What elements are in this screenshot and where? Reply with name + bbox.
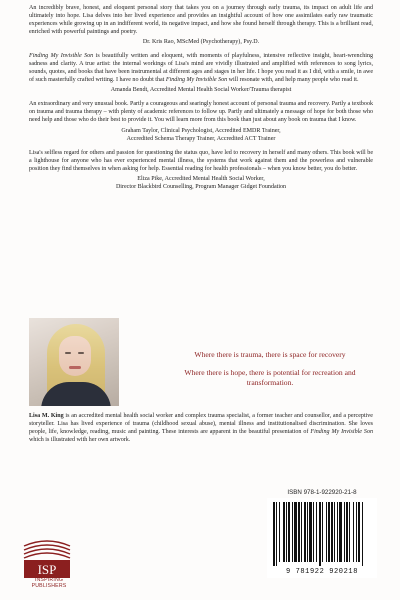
attribution-line: Accredited Schema Therapy Trainer, Accredited ACT Trainer bbox=[126, 135, 276, 142]
bio-text: is an accredited mental health social worker and complex trauma specialist, a former teacher and counsellor, and a perceptive storyteller. Lisa has lived experience of trauma (childhood sexual abuse), mental illness and institutionalised discrimination. She loves people, life, knowledge, reading, music and painting. These interests are apparent in the beautiful presentation of bbox=[29, 413, 373, 436]
review-text-part: will resonate with, and help many people who read it. bbox=[227, 77, 359, 84]
barcode-bar bbox=[309, 502, 312, 562]
quote-line-2: Where there is hope, there is potential for recreation and transformation. bbox=[184, 368, 356, 387]
bio-text: which is illustrated with her own artwork. bbox=[29, 437, 131, 444]
barcode-bar bbox=[349, 502, 350, 562]
review-attribution bbox=[29, 38, 373, 46]
review-text: Lisa's selfless regard for others and passion for questioning the status quo, have led to recovery in herself and many others. This book will be a lighthouse for anyone who has ever experienced mental illness, the systems that work against them and the powerless and vulnerable position they find themselves in when asking for help. Essential reading for health professionals – when you know better, you do better. bbox=[29, 149, 373, 172]
publisher-name: INSPIRING PUBLISHERS bbox=[31, 577, 67, 589]
barcode-bar bbox=[273, 502, 275, 566]
barcode-bar bbox=[353, 502, 354, 562]
barcode-bar bbox=[331, 502, 333, 562]
barcode-bar bbox=[346, 502, 348, 562]
barcode-bar bbox=[279, 502, 280, 562]
barcode-bar bbox=[339, 502, 342, 562]
review-attribution bbox=[29, 127, 373, 143]
barcode-bar bbox=[298, 502, 300, 562]
book-title: Finding My Invisible Son bbox=[29, 53, 94, 60]
barcode-bar bbox=[283, 502, 285, 562]
review-3 bbox=[29, 100, 373, 142]
barcode-bar bbox=[286, 502, 287, 562]
review-attribution bbox=[29, 86, 373, 94]
review-attribution bbox=[29, 175, 373, 191]
barcode-bar bbox=[276, 502, 277, 566]
barcode-bars bbox=[267, 498, 377, 568]
author-portrait-icon bbox=[29, 318, 119, 406]
portrait-eye bbox=[65, 352, 71, 354]
barcode-bar bbox=[288, 502, 290, 562]
author-bio bbox=[29, 412, 373, 444]
barcode-bar bbox=[334, 502, 335, 562]
logo-letters: ISP bbox=[37, 562, 57, 577]
portrait-mouth bbox=[69, 366, 81, 369]
review-text bbox=[29, 52, 373, 84]
book-title: Finding My Invisible Son bbox=[310, 429, 373, 436]
barcode-bar bbox=[328, 502, 330, 562]
attribution-line: Amanda Bendt, Accredited Mental Health Social Worker/Trauma therapist bbox=[110, 87, 292, 94]
portrait-face bbox=[59, 336, 91, 376]
barcode-bar bbox=[301, 502, 302, 562]
barcode-bar bbox=[313, 502, 314, 562]
barcode-bar bbox=[319, 502, 321, 566]
barcode-bar bbox=[316, 502, 317, 562]
reviews-section bbox=[29, 4, 373, 197]
barcode-bar bbox=[326, 502, 327, 562]
review-1 bbox=[29, 4, 373, 46]
barcode-bar bbox=[307, 502, 308, 562]
review-2 bbox=[29, 52, 373, 94]
review-text: An incredibly brave, honest, and eloquent personal story that takes you on a journey through early trauma, its impact on adult life and ultimately into hope. Lisa delves into her lived experience and provides an insightful account of how one assimilates early raw traumatic experiences while growing up in an indifferent world, its negative impact, and how she found herself through therapy. This is a brilliant read, enriched with powerful paintings and poetry. bbox=[29, 5, 373, 36]
review-text-part: is beautifully written and eloquent, with moments of playfulness, intensive reflective insight, heart-wrenching sadness and clarity. A true artist: the internal workings of Lisa's mind are vividly illustrated and amplified with references to song lyrics, sounds, quotes, and books that have been instrumental at different ages and stages in her life. I hope you read it as I did, with a smile, in awe of such masterfully crafted writing. I have no doubt that bbox=[29, 53, 374, 84]
attribution-line: Eliza Pike, Accredited Mental Health Social Worker, bbox=[137, 175, 265, 182]
barcode bbox=[267, 498, 377, 578]
barcode-digits: 9 781922 920218 bbox=[285, 568, 358, 576]
barcode-bar bbox=[304, 502, 306, 562]
barcode-bar bbox=[362, 502, 363, 566]
highlight-quotes bbox=[176, 350, 364, 388]
review-text: An extraordinary and very unusual book. Partly a courageous and searingly honest account of personal trauma and recovery. Partly a textbook on trauma and trauma therapy – with plenty of academic references to follow up. Partly and ultimately a message of hope for both those who need help and those who do their best to provide it. You will learn more from this book than just about any book on trauma that I know. bbox=[29, 101, 373, 124]
barcode-bar bbox=[294, 502, 297, 562]
attribution-line: Dr. Kris Rao, MScMed (Psychotherapy), Psy.D. bbox=[142, 39, 260, 46]
barcode-bar bbox=[358, 502, 360, 562]
attribution-line: Graham Taylor, Clinical Psychologist, Accredited EMDR Trainer, bbox=[121, 127, 281, 134]
portrait-eye bbox=[78, 352, 84, 354]
barcode-bar bbox=[292, 502, 293, 562]
attribution-line: Director Blackbird Counselling, Program Manager Gidget Foundation bbox=[115, 183, 287, 190]
barcode-bar bbox=[322, 502, 323, 562]
quote-line-1: Where there is trauma, there is space for recovery bbox=[194, 350, 346, 359]
barcode-bar bbox=[356, 502, 357, 562]
review-4 bbox=[29, 149, 373, 191]
isbn-label: ISBN 978-1-922920-21-8 bbox=[287, 489, 357, 496]
barcode-bar bbox=[337, 502, 338, 562]
barcode-bar bbox=[344, 502, 345, 562]
author-name: Lisa M. King bbox=[29, 413, 64, 419]
book-title: Finding My Invisible Son bbox=[165, 77, 228, 84]
